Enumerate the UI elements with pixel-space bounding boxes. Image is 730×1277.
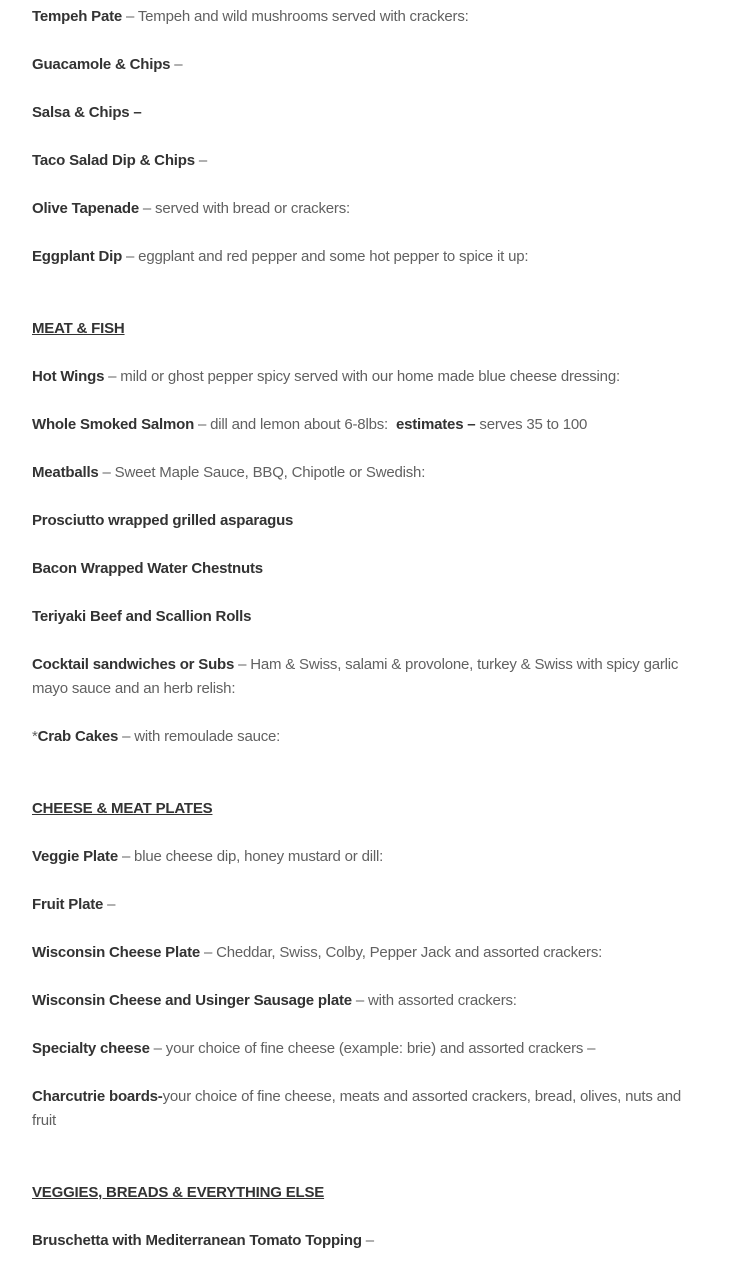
- item-name: Charcutrie boards-: [32, 1088, 163, 1105]
- item-name: Olive Tapenade: [32, 200, 139, 217]
- item-description: – your choice of fine cheese (example: brie) and assorted crackers –: [149, 1040, 596, 1057]
- item-description: – Sweet Maple Sauce, BBQ, Chipotle or Swedish:: [98, 464, 426, 481]
- section-heading: VEGGIES, BREADS & EVERYTHING ELSE: [32, 1184, 325, 1201]
- menu-item: [32, 197, 698, 221]
- item-name: Teriyaki Beef and Scallion Rolls: [32, 608, 252, 625]
- menu-item: [32, 725, 698, 749]
- item-name: Specialty cheese: [32, 1040, 150, 1057]
- menu-item: [32, 413, 698, 437]
- item-name: Hot Wings: [32, 368, 105, 385]
- item-description: – served with bread or crackers:: [138, 200, 350, 217]
- item-name: Eggplant Dip: [32, 248, 123, 265]
- menu-item: [32, 845, 698, 869]
- item-description: –: [361, 1232, 374, 1249]
- item-description: – Ham & Swiss, salami & provolone, turkey & Swiss with spicy garlic mayo sauce and an herb relish:: [32, 656, 679, 697]
- item-description-secondary: serves 35 to 100: [475, 416, 588, 433]
- menu-item: [32, 989, 698, 1013]
- item-description: – eggplant and red pepper and some hot pepper to spice it up:: [122, 248, 529, 265]
- menu-item: [32, 245, 698, 269]
- item-name: Veggie Plate: [32, 848, 118, 865]
- item-description: – with assorted crackers:: [351, 992, 517, 1009]
- menu-item: [32, 605, 698, 629]
- menu-section-cheese-meat-plates: [32, 797, 698, 1133]
- item-name: Guacamole & Chips: [32, 56, 171, 73]
- item-name: Wisconsin Cheese and Usinger Sausage plate: [32, 992, 352, 1009]
- menu-item: [32, 149, 698, 173]
- section-heading: MEAT & FISH: [32, 320, 125, 337]
- item-description: your choice of fine cheese, meats and assorted crackers, bread, olives, nuts and fruit: [32, 1088, 682, 1129]
- item-name-secondary: estimates –: [395, 416, 476, 433]
- menu-item: [32, 893, 698, 917]
- item-description: – blue cheese dip, honey mustard or dill:: [117, 848, 384, 865]
- item-name: Tempeh Pate: [32, 8, 123, 25]
- item-name: Fruit Plate: [32, 896, 104, 913]
- item-name: Bruschetta with Mediterranean Tomato Topping: [32, 1232, 362, 1249]
- menu-item: [32, 509, 698, 533]
- menu-item: [32, 653, 698, 701]
- item-name: Prosciutto wrapped grilled asparagus: [32, 512, 294, 529]
- item-name: Wisconsin Cheese Plate: [32, 944, 201, 961]
- catering-menu: [32, 5, 698, 1277]
- item-description: – with remoulade sauce:: [118, 728, 281, 745]
- menu-item: [32, 1229, 698, 1253]
- item-name: Crab Cakes: [37, 728, 119, 745]
- item-prefix: *: [32, 728, 38, 745]
- menu-item: [32, 53, 698, 77]
- menu-item: [32, 1037, 698, 1061]
- item-description: – mild or ghost pepper spicy served with our home made blue cheese dressing:: [104, 368, 620, 385]
- menu-section-meat-fish: [32, 317, 698, 749]
- item-name: Bacon Wrapped Water Chestnuts: [32, 560, 263, 577]
- menu-item: [32, 365, 698, 389]
- menu-item: [32, 461, 698, 485]
- menu-section-veggies-breads: [32, 1181, 698, 1253]
- menu-item: [32, 1085, 698, 1133]
- menu-item: [32, 101, 698, 125]
- item-name: Whole Smoked Salmon: [32, 416, 195, 433]
- item-description: –: [194, 152, 207, 169]
- item-description: – Tempeh and wild mushrooms served with crackers:: [122, 8, 469, 25]
- item-name: Cocktail sandwiches or Subs: [32, 656, 235, 673]
- item-description: – dill and lemon about 6-8lbs:: [194, 416, 396, 433]
- menu-item: [32, 5, 698, 29]
- menu-item: [32, 557, 698, 581]
- item-name: Salsa & Chips –: [32, 104, 142, 121]
- item-name: Meatballs: [32, 464, 99, 481]
- item-description: –: [170, 56, 183, 73]
- section-heading: CHEESE & MEAT PLATES: [32, 800, 213, 817]
- item-description: – Cheddar, Swiss, Colby, Pepper Jack and assorted crackers:: [200, 944, 603, 961]
- item-description: –: [103, 896, 116, 913]
- menu-item: [32, 941, 698, 965]
- menu-section-dips: [32, 5, 698, 269]
- item-name: Taco Salad Dip & Chips: [32, 152, 195, 169]
